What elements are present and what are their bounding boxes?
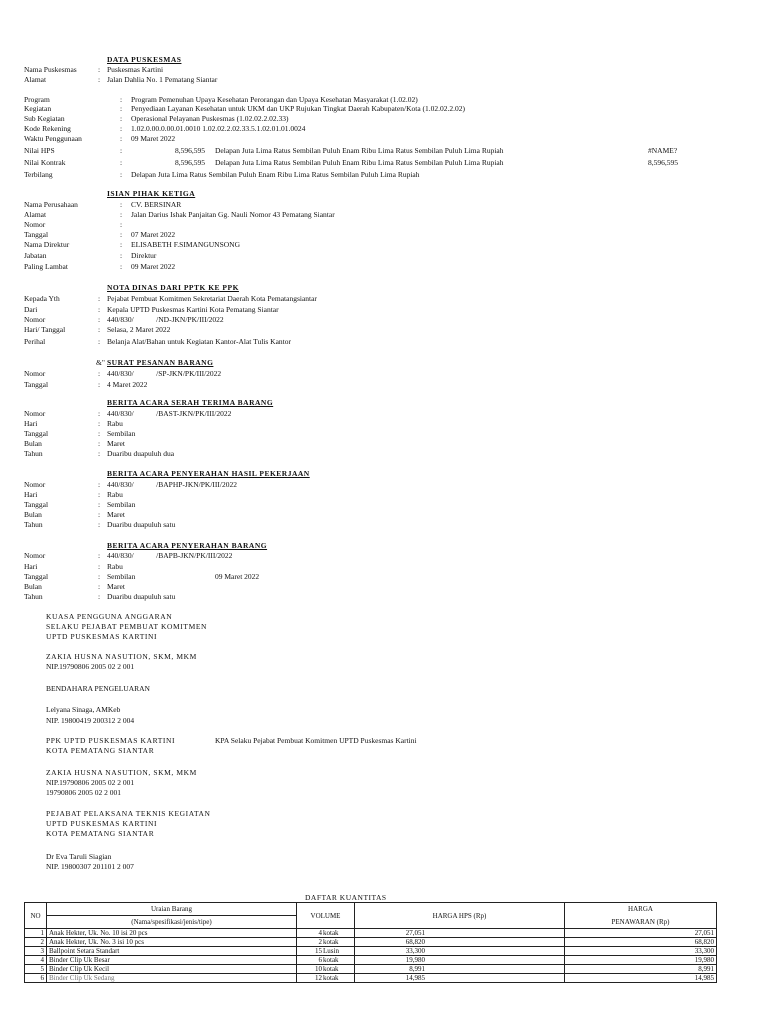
sub-kegiatan-label: Sub Kegiatan [24,114,65,123]
header-no: NO [25,903,47,929]
colon: : [120,230,123,239]
tanggal-baphp-label: Tanggal [24,500,49,509]
hari-tanggal-label: Hari/ Tanggal [24,325,66,334]
colon: : [98,551,101,560]
nama-perusahaan-label: Nama Perusahaan [24,200,78,209]
ppk-title-1: PPK UPTD PUSKESMAS KARTINI [46,736,176,745]
kpa-title-1: KUASA PENGGUNA ANGGARAN [46,612,173,621]
sub-kegiatan-value: Operasional Pelayanan Puskesmas (1.02.02.2.02.33) [131,114,289,123]
nama-perusahaan-value: CV. BERSINAR [131,200,182,209]
paling-lambat-value: 09 Maret 2022 [131,262,176,271]
nilai-hps-amount: 8,596,595 [175,146,205,155]
nomor-baphp-label: Nomor [24,480,46,489]
table-row [25,974,717,983]
surat-pesanan-prefix: &" [96,358,105,367]
nomor-nd-label: Nomor [24,315,46,324]
colon: : [120,146,123,155]
row-penawaran: 8,991 [565,965,717,974]
nilai-hps-words: Delapan Juta Lima Ratus Sembilan Puluh Enam Ribu Lima Ratus Sembilan Puluh Lima Rupiah [215,146,504,155]
perihal-value: Belanja Alat/Bahan untuk Kegiatan Kantor-Alat Tulis Kantor [107,337,291,346]
tahun-bapb-value: Duaribu duapuluh satu [107,592,176,601]
ppk-nip-2: 19790806 2005 02 2 001 [46,788,121,797]
colon: : [98,500,101,509]
program-value: Program Pemenuhan Upaya Kesehatan Perorangan dan Upaya Kesehatan Masyarakat (1.02.02) [131,95,418,104]
row-hps: 14,985 [405,974,425,982]
ppk-name: ZAKIA HUSNA NASUTION, SKM, MKM [46,768,197,777]
header-volume: VOLUME [297,903,355,929]
row-qty: 10 [315,965,322,973]
hasil-pekerjaan-title: BERITA ACARA PENYERAHAN HASIL PEKERJAAN [107,469,310,478]
colon: : [98,305,101,314]
header-hps: HARGA HPS (Rp) [355,903,565,929]
bulan-bapb-value: Maret [107,582,125,591]
row-item: Binder Clip Uk Kecil [47,965,297,974]
colon: : [120,200,123,209]
colon: : [98,409,101,418]
row-no: 4 [25,956,47,965]
ppk-nip: NIP.19790806 2005 02 2 001 [46,778,135,787]
row-item: Anak Hekter, Uk. No. 10 isi 20 pcs [47,929,297,938]
nilai-hps-label: Nilai HPS [24,146,55,155]
row-item: Anak Hekter, Uk. No. 3 isi 10 pcs [47,938,297,947]
nilai-hps-extra: #NAME? [648,146,678,155]
hari-bast-value: Rabu [107,419,123,428]
row-hps: 33,300 [405,947,425,955]
nomor-bast-label: Nomor [24,409,46,418]
row-no: 2 [25,938,47,947]
header-penawaran-1: HARGA [565,903,717,916]
table-row [25,956,717,965]
kepada-label: Kepada Yth [24,294,60,303]
terbilang-label: Terbilang [24,170,53,179]
kegiatan-value: Penyediaan Layanan Kesehatan untuk UKM dan UKP Rujukan Tingkat Daerah Kabupaten/Kota (1.02.02.2.02) [131,104,466,113]
tanggal-sp-value: 4 Maret 2022 [107,380,148,389]
tanggal-sp-label: Tanggal [24,380,49,389]
tanggal-bapb-value: Sembilan [107,572,136,581]
row-no: 3 [25,947,47,956]
colon: : [120,262,123,271]
table-header-row-1 [25,903,717,916]
row-qty: 6 [318,956,322,964]
nomor-bapb-label: Nomor [24,551,46,560]
kode-rekening-value: 1.02.0.00.0.00.01.0010 1.02.02.2.02.33.5.1.02.01.01.0024 [131,124,306,133]
colon: : [98,572,101,581]
kepada-value: Pejabat Pembuat Komitmen Sekretariat Daerah Kota Pematangsiantar [107,294,317,303]
bendahara-title: BENDAHARA PENGELUARAN [46,684,150,693]
nota-dinas-title: NOTA DINAS DARI PPTK KE PPK [107,283,239,292]
row-hps: 19,980 [405,956,425,964]
nilai-kontrak-words: Delapan Juta Lima Ratus Sembilan Puluh Enam Ribu Lima Ratus Sembilan Puluh Lima Rupiah [215,158,504,167]
hari-bast-label: Hari [24,419,38,428]
header-uraian-2: (Nama/spesifikasi/jenis/tipe) [47,916,297,929]
colon: : [98,582,101,591]
row-unit: kotak [323,974,339,982]
row-unit: kotak [323,956,339,964]
pptk-title-3: KOTA PEMATANG SIANTAR [46,829,155,838]
colon: : [98,520,101,529]
bulan-bast-label: Bulan [24,439,42,448]
alamat-perusahaan-label: Alamat [24,210,47,219]
nilai-kontrak-extra: 8,596,595 [648,158,678,167]
row-no: 1 [25,929,47,938]
waktu-penggunaan-value: 09 Maret 2022 [131,134,176,143]
bulan-bast-value: Maret [107,439,125,448]
perihal-label: Perihal [24,337,46,346]
table-row [25,938,717,947]
tahun-bast-value: Duaribu duapuluh dua [107,449,175,458]
jabatan-label: Jabatan [24,251,47,260]
row-qty: 15 [315,947,322,955]
kpa-name: ZAKIA HUSNA NASUTION, SKM, MKM [46,652,197,661]
colon: : [98,380,101,389]
tahun-bast-label: Tahun [24,449,43,458]
colon: : [98,592,101,601]
tahun-baphp-value: Duaribu duapuluh satu [107,520,176,529]
hari-baphp-value: Rabu [107,490,123,499]
header-uraian-1: Uraian Barang [47,903,297,916]
tanggal-value: 07 Maret 2022 [131,230,176,239]
colon: : [98,429,101,438]
colon: : [98,419,101,428]
dari-value: Kepala UPTD Puskesmas Kartini Kota Pematang Siantar [107,305,279,314]
row-hps: 8,991 [409,965,425,973]
nomor-bapb-value: 440/830/ /BAPB-JKN/PK/III/2022 [107,551,233,560]
pptk-name: Dr Eva Taruli Siagian [46,852,112,861]
alamat-label: Alamat [24,75,47,84]
surat-pesanan-title: SURAT PESANAN BARANG [107,358,214,367]
data-puskesmas-title: DATA PUSKESMAS [107,55,182,64]
bulan-bapb-label: Bulan [24,582,42,591]
colon: : [98,315,101,324]
nama-puskesmas-label: Nama Puskesmas [24,65,77,74]
serah-terima-title: BERITA ACARA SERAH TERIMA BARANG [107,398,274,407]
tanggal-bast-label: Tanggal [24,429,49,438]
row-qty: 2 [318,938,322,946]
colon: : [98,449,101,458]
row-unit: Lusin [323,947,339,955]
pptk-title-2: UPTD PUSKESMAS KARTINI [46,819,158,828]
hari-tanggal-value: Selasa, 2 Maret 2022 [107,325,171,334]
row-qty: 4 [318,929,322,937]
colon: : [98,369,101,378]
pihak-ketiga-title: ISIAN PIHAK KETIGA [107,189,196,198]
colon: : [98,510,101,519]
paling-lambat-label: Paling Lambat [24,262,68,271]
row-no: 6 [25,974,47,983]
colon: : [120,134,123,143]
colon: : [120,170,123,179]
row-unit: kotak [323,938,339,946]
tanggal-bapb-label: Tanggal [24,572,49,581]
nomor-baphp-value: 440/830/ /BAPHP-JKN/PK/III/2022 [107,480,238,489]
pptk-title-1: PEJABAT PELAKSANA TEKNIS KEGIATAN [46,809,211,818]
nama-direktur-label: Nama Direktur [24,240,70,249]
nilai-kontrak-label: Nilai Kontrak [24,158,66,167]
colon: : [120,240,123,249]
row-no: 5 [25,965,47,974]
tanggal-bapb-date: 09 Maret 2022 [215,572,260,581]
colon: : [98,562,101,571]
nama-direktur-value: ELISABETH F.SIMANGUNSONG [131,240,240,249]
nomor-sp-label: Nomor [24,369,46,378]
row-penawaran: 14,985 [565,974,717,983]
bendahara-name: Lelyana Sinaga, AMKeb [46,705,121,714]
colon: : [98,480,101,489]
ppk-title-2: KOTA PEMATANG SIANTAR [46,746,155,755]
hari-baphp-label: Hari [24,490,38,499]
penyerahan-barang-title: BERITA ACARA PENYERAHAN BARANG [107,541,268,550]
row-penawaran: 19,980 [565,956,717,965]
ppk-side-note: KPA Selaku Pejabat Pembuat Komitmen UPTD Puskesmas Kartini [215,736,417,745]
colon: : [98,490,101,499]
colon: : [120,251,123,260]
tanggal-bast-value: Sembilan [107,429,136,438]
colon: : [120,95,123,104]
dari-label: Dari [24,305,38,314]
kpa-title-2: SELAKU PEJABAT PEMBUAT KOMITMEN [46,622,208,631]
nomor-sp-value: 440/830/ /SP-JKN/PK/III/2022 [107,369,222,378]
tanggal-baphp-value: Sembilan [107,500,136,509]
program-label: Program [24,95,50,104]
header-penawaran-2: PENAWARAN (Rp) [565,916,717,929]
kuantitas-title: DAFTAR KUANTITAS [305,893,387,902]
bulan-baphp-value: Maret [107,510,125,519]
alamat-perusahaan-value: Jalan Darius Ishak Panjaitan Gg. Nauli Nomor 43 Pematang Siantar [131,210,335,219]
row-penawaran: 27,051 [565,929,717,938]
hari-bapb-label: Hari [24,562,38,571]
colon: : [120,114,123,123]
colon: : [98,75,101,84]
row-item: Binder Clip Uk Sedang [47,974,297,983]
pptk-nip: NIP. 19800307 201101 2 007 [46,862,134,871]
alamat-value: Jalan Dahlia No. 1 Pematang Siantar [107,75,218,84]
table-row [25,947,717,956]
nilai-kontrak-amount: 8,596,595 [175,158,205,167]
table-row [25,965,717,974]
jabatan-value: Direktur [131,251,157,260]
colon: : [98,325,101,334]
table-row [25,929,717,938]
tahun-bapb-label: Tahun [24,592,43,601]
hari-bapb-value: Rabu [107,562,123,571]
row-unit: kotak [323,929,339,937]
nomor-bast-value: 440/830/ /BAST-JKN/PK/III/2022 [107,409,232,418]
row-item: Binder Clip Uk Besar [47,956,297,965]
terbilang-value: Delapan Juta Lima Ratus Sembilan Puluh Enam Ribu Lima Ratus Sembilan Puluh Lima Rupiah [131,170,420,179]
nama-puskesmas-value: Puskesmas Kartini [107,65,164,74]
colon: : [120,158,123,167]
bendahara-nip: NIP. 19800419 200312 2 004 [46,716,135,725]
colon: : [98,439,101,448]
colon: : [98,337,101,346]
kpa-title-3: UPTD PUSKESMAS KARTINI [46,632,158,641]
kpa-nip: NIP.19790806 2005 02 2 001 [46,662,135,671]
row-penawaran: 68,820 [565,938,717,947]
row-hps: 68,820 [405,938,425,946]
tahun-baphp-label: Tahun [24,520,43,529]
tanggal-label: Tanggal [24,230,49,239]
kuantitas-table [24,902,717,983]
colon: : [120,210,123,219]
nomor-nd-value: 440/830/ /ND-JKN/PK/III/2022 [107,315,224,324]
kode-rekening-label: Kode Rekening [24,124,71,133]
bulan-baphp-label: Bulan [24,510,42,519]
kegiatan-label: Kegiatan [24,104,52,113]
colon: : [98,65,101,74]
colon: : [120,220,123,229]
row-unit: kotak [323,965,339,973]
row-qty: 12 [315,974,322,982]
colon: : [120,104,123,113]
waktu-penggunaan-label: Waktu Penggunaan [24,134,82,143]
row-hps: 27,051 [405,929,425,937]
row-item: Ballpoint Setara Standart [47,947,297,956]
row-penawaran: 33,300 [565,947,717,956]
colon: : [98,294,101,303]
nomor-label: Nomor [24,220,46,229]
colon: : [120,124,123,133]
